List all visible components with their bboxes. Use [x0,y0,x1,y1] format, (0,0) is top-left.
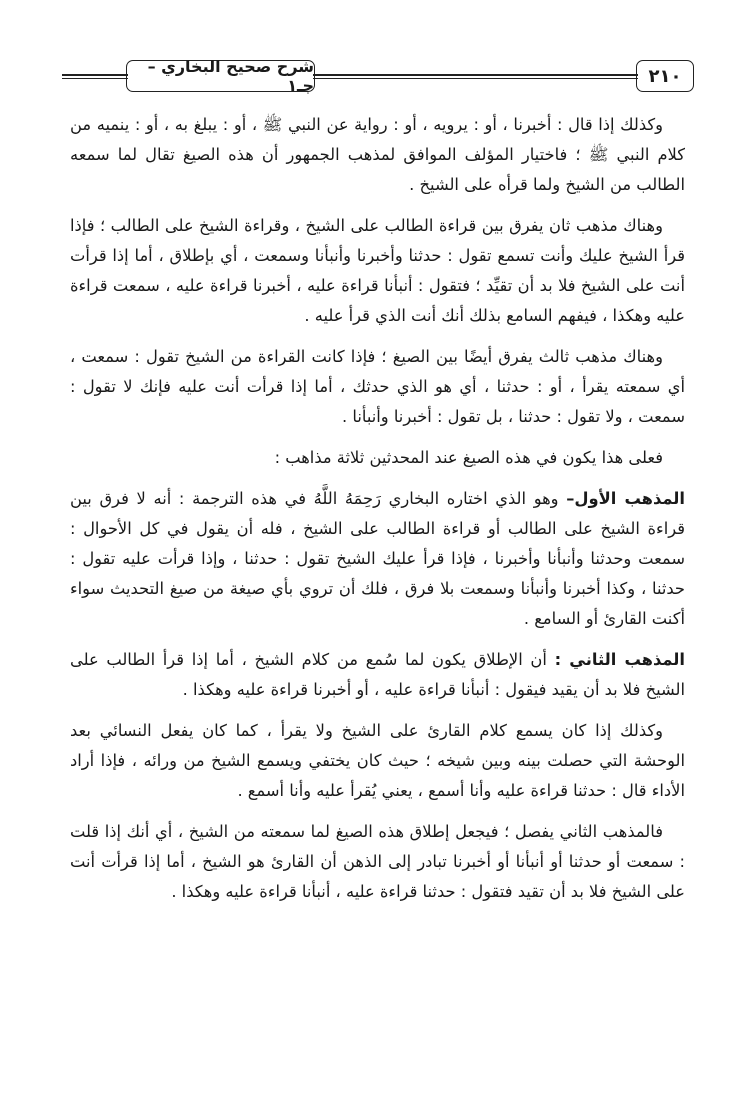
paragraph [70,484,685,634]
paragraph [70,716,685,806]
paragraph [70,211,685,331]
header-rule-middle [313,74,638,79]
paragraph [70,342,685,432]
paragraph [70,443,685,473]
paragraph-text: أن الإطلاق يكون لما سُمع من كلام الشيخ ، أما إذا قرأ الطالب على الشيخ فلا بد أن يقيد فيقول : أنبأنا قراءة عليه ، أو أخبرنا قراءة عليه وهكذا . [70,650,685,699]
page-body [70,110,685,918]
paragraph [70,645,685,705]
paragraph-text: وهو الذي اختاره البخاري رَحِمَهُ اللَّهُ في هذه الترجمة : أنه لا فرق بين قراءة الشيخ على الطالب أو قراءة الطالب على الشيخ ، فله أن يقول في كل الأحوال : سمعت وحدثنا وأنبأنا وأخبرنا ، فإذا قرأ عليك الشيخ تقول : حدثنا ، وإذا قرأت عليه تقول : حدثنا ، وكذا أخبرنا وأنبأنا وسمعت بلا فرق ، فلك أن تروي بأي صيغة من صيغ التحديث سواء أكنت القارئ أو السامع . [70,489,685,628]
paragraph [70,817,685,907]
header-rule-left [62,74,128,79]
book-title: شرح صحيح البخاري – جـ١ [126,60,315,92]
paragraph-text: وهناك مذهب ثان يفرق بين قراءة الطالب على الشيخ ، وقراءة الشيخ على الطالب ؛ فإذا قرأ الشيخ عليك وأنت تسمع تقول : حدثنا وأخبرنا وأنبأنا وسمعت ، أي بإطلاق ، أما إذا قرأت أنت على الشيخ فلا بد أن تقيِّد ؛ فتقول : أنبأنا قراءة عليه ، أخبرنا قراءة عليه ، سمعت قراءة عليه وهكذا ، فيفهم السامع بذلك أنك أنت الذي قرأ عليه . [70,216,685,325]
paragraph-lead: المذهب الثاني : [554,650,685,669]
paragraph [70,110,685,200]
page-header [62,58,694,98]
paragraph-lead: المذهب الأول– [566,489,685,508]
page-number: ٢١٠ [636,60,694,92]
paragraph-text: وهناك مذهب ثالث يفرق أيضًا بين الصيغ ؛ فإذا كانت القراءة من الشيخ تقول : سمعت ، أي سمعته يقرأ ، أو : حدثنا ، أي هو الذي حدثك ، أما إذا قرأت أنت عليه فإنك لا تقول : سمعت ، ولا تقول : حدثنا ، بل تقول : أخبرنا وأنبأنا . [70,347,685,426]
paragraph-text: وكذلك إذا كان يسمع كلام القارئ على الشيخ ولا يقرأ ، كما كان يفعل النسائي بعد الوحشة التي حصلت بينه وبين شيخه ؛ حيث كان يختفي ويسمع الشيخ من ورائه ، فإذا أراد الأداء قال : حدثنا قراءة عليه وأنا أسمع ، يعني يُقرأ عليه وأنا أسمع . [70,721,685,800]
paragraph-text: فالمذهب الثاني يفصل ؛ فيجعل إطلاق هذه الصيغ لما سمعته من الشيخ ، أي أنك إذا قلت : سمعت أو حدثنا أو أنبأنا أو أخبرنا تبادر إلى الذهن أن القارئ هو الشيخ ، أما إذا قرأت أنت على الشيخ فلا بد أن تقيد فتقول : حدثنا قراءة عليه ، أنبأنا قراءة عليه وهكذا . [70,822,685,901]
paragraph-text: وكذلك إذا قال : أخبرنا ، أو : يرويه ، أو : رواية عن النبي ﷺ ، أو : يبلغ به ، أو : ينميه من كلام النبي ﷺ ؛ فاختيار المؤلف الموافق لمذهب الجمهور أن هذه الصيغ تقال لما سمعه الطالب من الشيخ ولما قرأه على الشيخ . [70,115,685,194]
paragraph-text: فعلى هذا يكون في هذه الصيغ عند المحدثين ثلاثة مذاهب : [274,448,663,467]
